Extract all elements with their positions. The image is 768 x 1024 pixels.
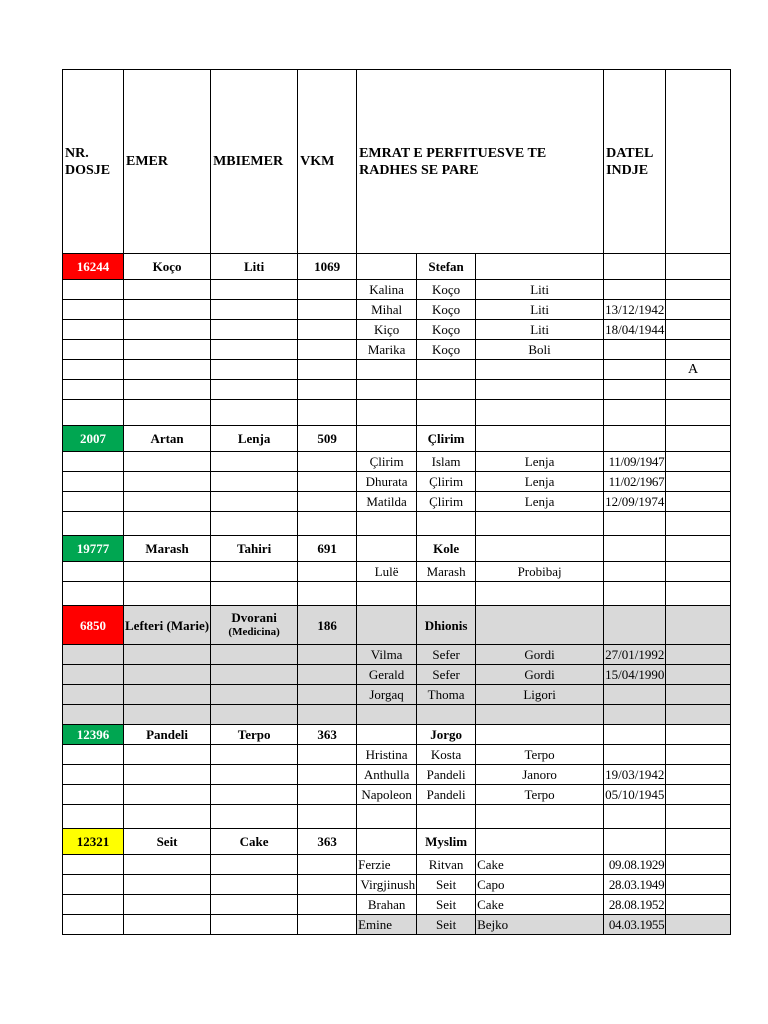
- record-vkm: 363: [298, 829, 357, 855]
- record-row: [63, 829, 731, 855]
- member-date: 12/09/1974: [604, 492, 666, 512]
- member-date: 09.08.1929: [604, 855, 666, 875]
- member-row: [63, 340, 731, 360]
- member-row: [63, 895, 731, 915]
- record-emer: Lefteri (Marie): [124, 606, 211, 645]
- member-row: [63, 855, 731, 875]
- record-atesia: Dhionis: [417, 606, 476, 645]
- member-mbiemer: Lenja: [476, 472, 604, 492]
- member-row: [63, 320, 731, 340]
- member-date: 18/04/1944: [604, 320, 666, 340]
- member-mbiemer: Cake: [476, 855, 604, 875]
- member-row: [63, 492, 731, 512]
- member-mbiemer: Liti: [476, 280, 604, 300]
- record-row: [63, 606, 731, 645]
- member-atesia: Koço: [417, 280, 476, 300]
- member-atesia: Ritvan: [417, 855, 476, 875]
- member-emer: Dhurata: [357, 472, 417, 492]
- record-vkm: 186: [298, 606, 357, 645]
- member-mbiemer: Lenja: [476, 492, 604, 512]
- member-mbiemer: Terpo: [476, 785, 604, 805]
- member-emer: Gerald: [357, 665, 417, 685]
- member-mbiemer: Janoro: [476, 765, 604, 785]
- header-datelindje: DATEL INDJE: [604, 70, 666, 254]
- record-emer: Artan: [124, 426, 211, 452]
- member-row: [63, 300, 731, 320]
- record-mbiemer-cell: [211, 606, 298, 645]
- dosje-number: 2007: [63, 426, 124, 452]
- member-row: [63, 875, 731, 895]
- member-emer: Anthulla: [357, 765, 417, 785]
- member-mbiemer: Lenja: [476, 452, 604, 472]
- record-mbiemer: Liti: [211, 254, 298, 280]
- empty-row: [63, 705, 731, 725]
- empty-row: [63, 360, 731, 380]
- member-mbiemer: Cake: [476, 895, 604, 915]
- member-date: 04.03.1955: [604, 915, 666, 935]
- member-date: [604, 745, 666, 765]
- member-emer: Jorgaq: [357, 685, 417, 705]
- member-emer: Ferzie: [357, 855, 417, 875]
- member-emer: Kiço: [357, 320, 417, 340]
- member-emer: Brahan: [357, 895, 417, 915]
- record-row: [63, 426, 731, 452]
- record-mbiemer: Cake: [211, 829, 298, 855]
- member-atesia: Sefer: [417, 645, 476, 665]
- member-atesia: Koço: [417, 320, 476, 340]
- record-vkm: 363: [298, 725, 357, 745]
- empty-row: [63, 512, 731, 536]
- member-date: 11/09/1947: [604, 452, 666, 472]
- record-vkm: 509: [298, 426, 357, 452]
- record-atesia: Stefan: [417, 254, 476, 280]
- member-row: [63, 472, 731, 492]
- header-emer: EMER: [124, 70, 211, 254]
- record-mbiemer: Dvorani: [231, 610, 277, 625]
- record-row: [63, 536, 731, 562]
- member-emer: Kalina: [357, 280, 417, 300]
- member-atesia: Koço: [417, 300, 476, 320]
- header-nr-dosje: NR. DOSJE: [63, 70, 124, 254]
- member-atesia: Sefer: [417, 665, 476, 685]
- record-emer: Seit: [124, 829, 211, 855]
- member-mbiemer: Liti: [476, 300, 604, 320]
- member-row: [63, 915, 731, 935]
- record-mbiemer-note: (Medicina): [228, 626, 280, 638]
- header-vkm: VKM: [298, 70, 357, 254]
- member-date: [604, 280, 666, 300]
- member-atesia: Pandeli: [417, 785, 476, 805]
- member-row: [63, 452, 731, 472]
- member-atesia: Kosta: [417, 745, 476, 765]
- records-table: [62, 69, 731, 935]
- member-atesia: Thoma: [417, 685, 476, 705]
- record-mbiemer: Lenja: [211, 426, 298, 452]
- member-mbiemer: Bejko: [476, 915, 604, 935]
- member-date: 15/04/1990: [604, 665, 666, 685]
- record-emer: Marash: [124, 536, 211, 562]
- member-date: [604, 685, 666, 705]
- record-row: [63, 725, 731, 745]
- header-empty: [666, 70, 731, 254]
- member-emer: Mihal: [357, 300, 417, 320]
- member-row: [63, 645, 731, 665]
- header-row: [63, 70, 731, 254]
- record-mbiemer: Tahiri: [211, 536, 298, 562]
- member-row: [63, 685, 731, 705]
- member-row: [63, 765, 731, 785]
- member-emer: Çlirim: [357, 452, 417, 472]
- dosje-number: 6850: [63, 606, 124, 645]
- member-emer: Vilma: [357, 645, 417, 665]
- record-emer: Koço: [124, 254, 211, 280]
- member-row: [63, 665, 731, 685]
- record-row: [63, 254, 731, 280]
- member-date: 05/10/1945: [604, 785, 666, 805]
- member-emer: Lulë: [357, 562, 417, 582]
- empty-row: [63, 582, 731, 606]
- member-date: 11/02/1967: [604, 472, 666, 492]
- overflow-cell-text: A: [688, 362, 699, 377]
- member-row: [63, 785, 731, 805]
- member-row: [63, 562, 731, 582]
- member-atesia: Çlirim: [417, 492, 476, 512]
- record-atesia: Myslim: [417, 829, 476, 855]
- member-date: 19/03/1942: [604, 765, 666, 785]
- member-date: [604, 562, 666, 582]
- empty-row: [63, 400, 731, 426]
- header-perfituesve: EMRAT E PERFITUESVE TE RADHES SE PARE: [357, 70, 604, 254]
- member-emer: Hristina: [357, 745, 417, 765]
- member-atesia: Seit: [417, 895, 476, 915]
- header-mbiemer: MBIEMER: [211, 70, 298, 254]
- record-atesia: Çlirim: [417, 426, 476, 452]
- member-mbiemer: Boli: [476, 340, 604, 360]
- member-date: 28.08.1952: [604, 895, 666, 915]
- record-atesia: Kole: [417, 536, 476, 562]
- member-row: [63, 280, 731, 300]
- member-mbiemer: Ligori: [476, 685, 604, 705]
- member-atesia: Marash: [417, 562, 476, 582]
- member-atesia: Pandeli: [417, 765, 476, 785]
- member-date: 27/01/1992: [604, 645, 666, 665]
- member-atesia: Seit: [417, 875, 476, 895]
- member-mbiemer: Gordi: [476, 645, 604, 665]
- member-date: 13/12/1942: [604, 300, 666, 320]
- dosje-number: 16244: [63, 254, 124, 280]
- dosje-number: 19777: [63, 536, 124, 562]
- member-emer: Marika: [357, 340, 417, 360]
- member-atesia: Çlirim: [417, 472, 476, 492]
- member-atesia: Koço: [417, 340, 476, 360]
- member-mbiemer: Capo: [476, 875, 604, 895]
- empty-row: [63, 805, 731, 829]
- dosje-number: 12321: [63, 829, 124, 855]
- dosje-number: 12396: [63, 725, 124, 745]
- member-atesia: Islam: [417, 452, 476, 472]
- member-row: [63, 745, 731, 765]
- member-mbiemer: Liti: [476, 320, 604, 340]
- member-date: [604, 340, 666, 360]
- member-date: 28.03.1949: [604, 875, 666, 895]
- member-emer: Napoleon: [357, 785, 417, 805]
- member-mbiemer: Gordi: [476, 665, 604, 685]
- record-mbiemer: Terpo: [211, 725, 298, 745]
- record-emer: Pandeli: [124, 725, 211, 745]
- member-mbiemer: Probibaj: [476, 562, 604, 582]
- member-emer: Emine: [357, 915, 417, 935]
- member-emer: Matilda: [357, 492, 417, 512]
- member-mbiemer: Terpo: [476, 745, 604, 765]
- member-atesia: Seit: [417, 915, 476, 935]
- member-emer: Virgjinush: [357, 875, 417, 895]
- record-vkm: 1069: [298, 254, 357, 280]
- record-vkm: 691: [298, 536, 357, 562]
- empty-row: [63, 380, 731, 400]
- record-atesia: Jorgo: [417, 725, 476, 745]
